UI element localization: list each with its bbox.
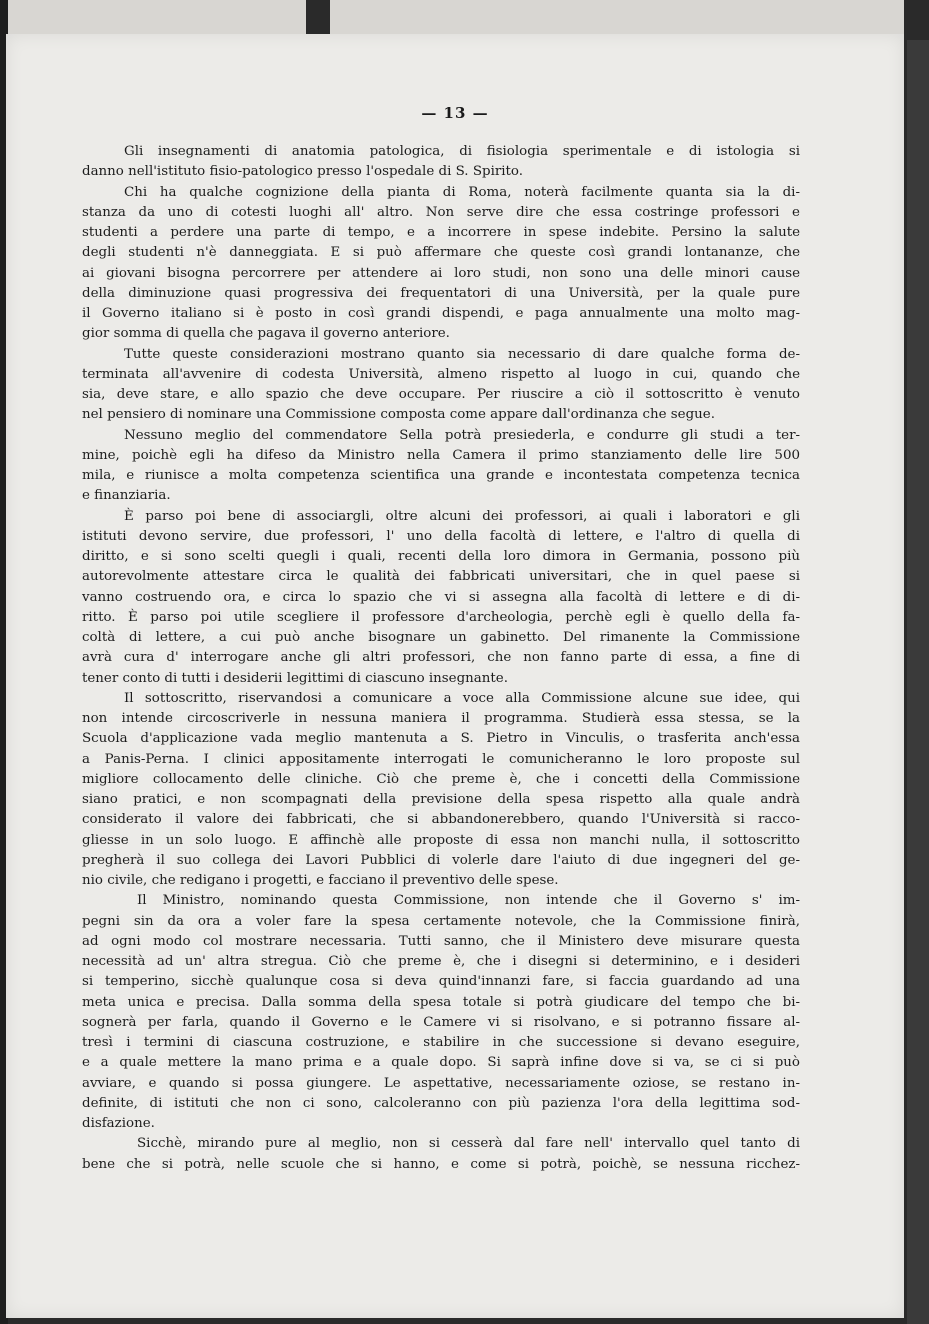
text-line: e finanziaria. <box>82 488 171 504</box>
text-line: ad ogni modo col mostrare necessaria. Tutti sanno, che il Ministero deve misurare questa <box>82 933 800 949</box>
text-line: migliore collocamento delle cliniche. Ciò che preme è, che i concetti della Commissione <box>82 771 800 787</box>
scan-page-tab-left <box>6 0 306 36</box>
body-text <box>82 142 800 1175</box>
text-line: meta unica e precisa. Dalla somma della spesa totale si potrà giudicare del tempo che bi- <box>82 994 800 1010</box>
page-number: — 13 — <box>421 104 489 122</box>
text-line: ai giovani bisogna percorrere per attendere ai loro studi, non sono una delle minori cause <box>82 265 800 281</box>
paragraph <box>82 426 800 507</box>
scan-border-right <box>907 40 929 1324</box>
text-line: ritto. È parso poi utile scegliere il professore d'archeologia, perchè egli è quello della fa- <box>82 609 800 625</box>
text-line: siano pratici, e non scompagnati della previsione della spesa rispetto alla quale andrà <box>82 792 800 807</box>
text-line: avrà cura d' interrogare anche gli altri professori, che non fanno parte di essa, a fine di <box>82 650 800 666</box>
text-line: a Panis-Perna. I clinici appositamente interrogati le comunicheranno le loro proposte sul <box>82 751 800 767</box>
text-line: Tutte queste considerazioni mostrano quanto sia necessario di dare qualche forma de- <box>124 346 800 362</box>
scan-page-tab-right <box>330 0 904 36</box>
text-line: Scuola d'applicazione vada meglio mantenuta a S. Pietro in Vinculis, o trasferita anch'essa <box>82 731 800 747</box>
text-line: Il Ministro, nominando questa Commissione, non intende che il Governo s' im- <box>137 893 800 909</box>
text-line: coltà di lettere, a cui può anche bisognare un gabinetto. Del rimanente la Commissione <box>82 630 800 645</box>
text-line: necessità ad un' altra stregua. Ciò che preme è, che i disegni si determinino, e i desideri <box>82 954 800 969</box>
text-line: e a quale mettere la mano prima e a quale dopo. Si saprà infine dove si va, se ci si può <box>82 1055 800 1071</box>
text-line: bene che si potrà, nelle scuole che si hanno, e come si potrà, poichè, se nessuna ricchez- <box>82 1156 800 1172</box>
text-line: mila, e riunisce a molta competenza scientifica una grande e incontestata competenza tecnica <box>82 468 800 483</box>
document-page <box>6 34 904 1318</box>
text-line: mine, poichè egli ha difeso da Ministro nella Camera il primo stanziamento delle lire 500 <box>82 447 800 463</box>
text-line: pegni sin da ora a voler fare la spesa certamente notevole, che la Commissione finirà, <box>82 913 800 929</box>
text-line: sia, deve stare, e allo spazio che deve occupare. Per riuscire a ciò il sottoscritto è venuto <box>82 387 800 402</box>
text-line: disfazione. <box>82 1116 155 1131</box>
text-line: il Governo italiano si è posto in così grandi dispendi, e paga annualmente una molto mag- <box>82 306 800 321</box>
text-line: vanno costruendo ora, e circa lo spazio che vi si assegna alla facoltà di lettere e di di- <box>82 589 800 605</box>
text-line: terminata all'avvenire di codesta Università, almeno rispetto al luogo in cui, quando che <box>82 366 800 382</box>
text-line: tener conto di tutti i desiderii legittimi di ciascuno insegnante. <box>82 670 508 686</box>
paragraph <box>82 142 800 183</box>
text-line: pregherà il suo collega dei Lavori Pubblici di volerle dare l'aiuto di due ingegneri del ge- <box>82 852 800 868</box>
text-line: nel pensiero di nominare una Commissione composta come appare dall'ordinanza che segue. <box>82 407 715 423</box>
text-line: sognerà per farla, quando il Governo e le Camere vi si risolvano, e si potranno fissare al- <box>82 1014 800 1030</box>
text-line: nio civile, che redigano i progetti, e facciano il preventivo delle spese. <box>82 873 559 888</box>
text-line: Il sottoscritto, riservandosi a comunicare a voce alla Commissione alcune sue idee, qui <box>124 690 800 706</box>
text-line: definite, di istituti che non ci sono, calcoleranno con più pazienza l'ora della legittima sod- <box>82 1095 800 1111</box>
paragraph <box>82 1134 800 1175</box>
paragraph <box>82 183 800 345</box>
text-line: studenti a perdere una parte di tempo, e a incorrere in spese indebite. Persino la salute <box>82 225 800 240</box>
text-line: degli studenti n'è danneggiata. E si può affermare che queste così grandi lontananze, che <box>82 245 800 261</box>
text-line: Nessuno meglio del commendatore Sella potrà presiederla, e condurre gli studi a ter- <box>124 427 800 443</box>
text-line: si temperino, sicchè qualunque cosa si deva quind'innanzi fare, si faccia guardando ad una <box>82 974 800 990</box>
paragraph <box>82 689 800 892</box>
paragraph <box>82 891 800 1134</box>
text-line: gliesse in un solo luogo. E affinchè alle proposte di essa non manchi nulla, il sottoscritto <box>82 832 800 848</box>
text-line: autorevolmente attestare circa le qualità dei fabbricati universitari, che in quel paese si <box>82 569 800 585</box>
text-line: della diminuzione quasi progressiva dei frequentatori di una Università, per la quale pure <box>82 285 800 301</box>
text-line: Chi ha qualche cognizione della pianta di Roma, noterà facilmente quanta sia la di- <box>124 184 800 200</box>
text-line: danno nell'istituto fisio-patologico presso l'ospedale di S. Spirito. <box>82 164 523 180</box>
text-line: non intende circoscriverle in nessuna maniera il programma. Studierà essa stessa, se la <box>82 711 800 726</box>
text-line: Gli insegnamenti di anatomia patologica, di fisiologia sperimentale e di istologia si <box>124 144 800 159</box>
paragraph <box>82 507 800 689</box>
text-line: diritto, e si sono scelti quegli i quali, recenti della loro dimora in Germania, possono più <box>82 549 800 564</box>
text-line: gior somma di quella che pagava il governo anteriore. <box>82 326 450 342</box>
text-line: È parso poi bene di associargli, oltre alcuni dei professori, ai quali i laboratori e gli <box>124 508 800 524</box>
text-line: Sicchè, mirando pure al meglio, non si cesserà dal fare nell' intervallo quel tanto di <box>137 1136 800 1152</box>
text-line: considerato il valore dei fabbricati, che si abbandonerebbero, quando l'Università si racco- <box>82 812 800 828</box>
text-line: istituti devono servire, due professori, l' uno della facoltà di lettere, e l'altro di quella di <box>82 528 800 544</box>
text-line: tresì i termini di ciascuna costruzione, e stabilire in che successione si devano eseguire, <box>82 1035 800 1050</box>
text-line: avviare, e quando si possa giungere. Le aspettative, necessariamente oziose, se restano in- <box>82 1075 800 1091</box>
text-line: stanza da uno di cotesti luoghi all' altro. Non serve dire che essa costringe professori e <box>82 204 800 220</box>
paragraph <box>82 345 800 426</box>
